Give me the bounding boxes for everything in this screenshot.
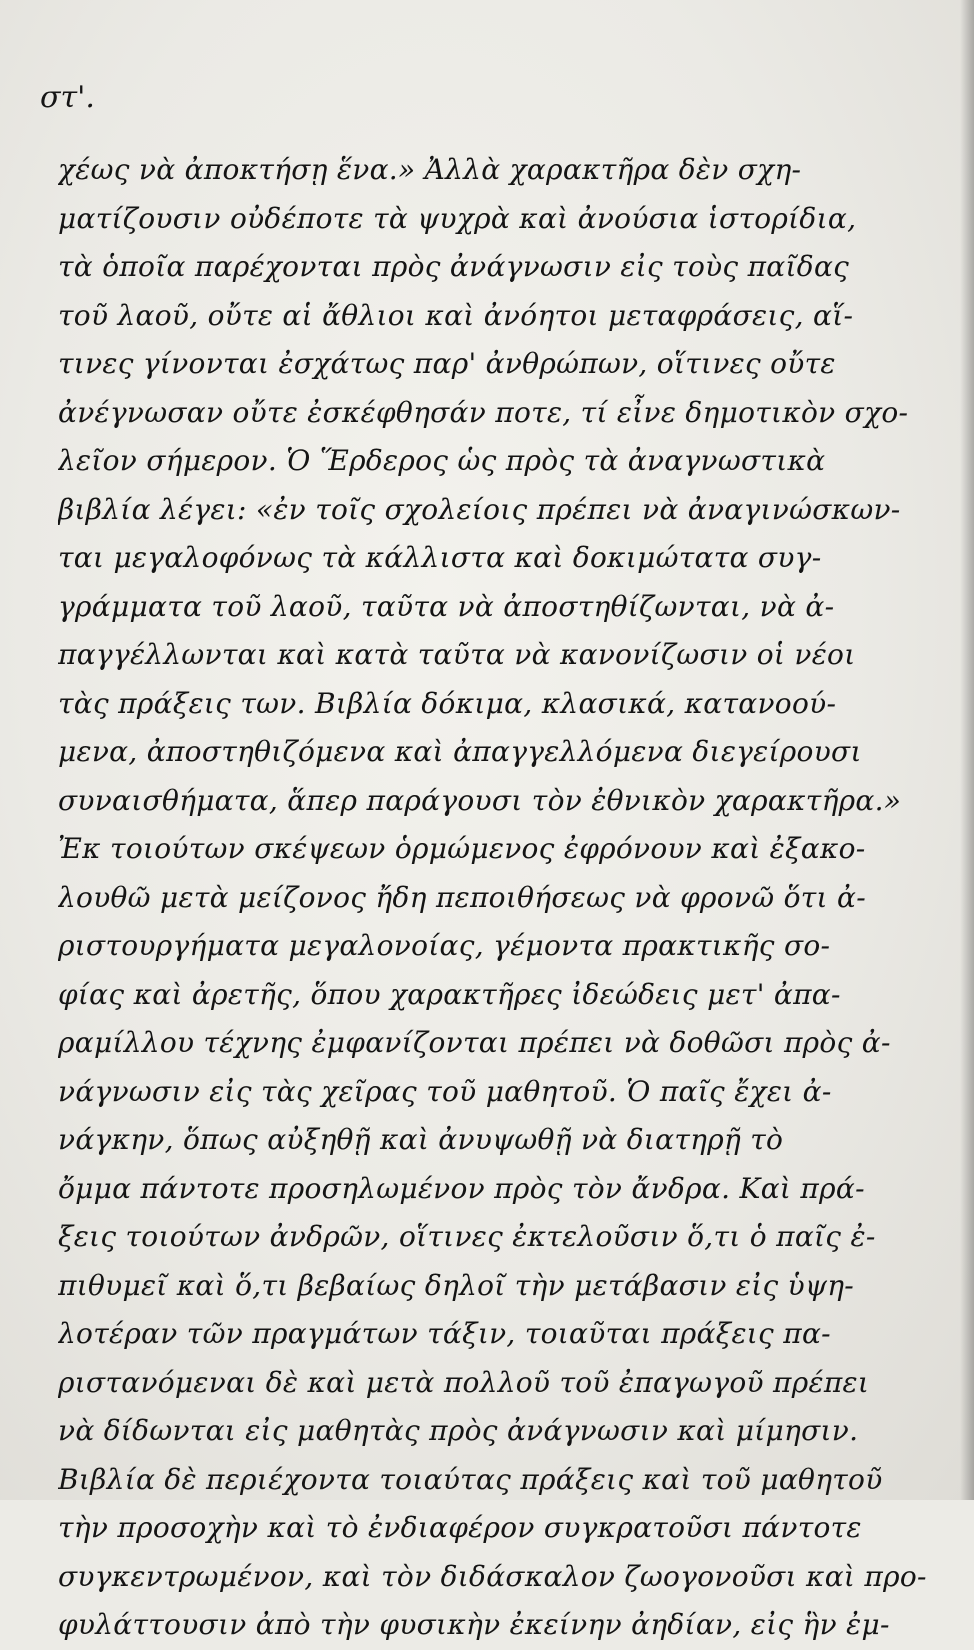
text-line: νάγνωσιν εἰς τὰς χεῖρας τοῦ μαθητοῦ. Ὁ παῖς ἔχει ἀ- [58,1074,832,1108]
page-number: στ'. [40,80,95,115]
text-line: φίας καὶ ἀρετῆς, ὅπου χαρακτῆρες ἰδεώδεις μετ' ἀπα- [58,977,841,1011]
text-line: νάγκην, ὅπως αὐξηθῇ καὶ ἀνυψωθῇ νὰ διατηρῇ τὸ [58,1123,784,1156]
text-line: τὰ ὁποῖα παρέχονται πρὸς ἀνάγνωσιν εἰς τοὺς παῖδας [58,250,850,283]
text-line: συναισθήματα, ἅπερ παράγουσι τὸν ἐθνικὸν χαρακτῆρα.» [58,783,902,817]
text-line: τὰς πράξεις των. Βιβλία δόκιμα, κλασικά, κατανοού- [58,686,837,720]
text-line: νὰ δίδωνται εἰς μαθητὰς πρὸς ἀνάγνωσιν καὶ μίμησιν. [58,1414,859,1447]
text-line: φυλάττουσιν ἀπὸ τὴν φυσικὴν ἐκείνην ἀηδίαν, εἰς ἣν ἐμ- [58,1608,890,1641]
text-line: Ἐκ τοιούτων σκέψεων ὁρμώμενος ἐφρόνουν καὶ ἐξακο- [58,832,866,865]
text-line: συγκεντρωμένον, καὶ τὸν διδάσκαλον ζωογονοῦσι καὶ προ- [58,1559,927,1593]
text-line: τοῦ λαοῦ, οὔτε αἱ ἄθλιοι καὶ ἀνόητοι μεταφράσεις, αἵ- [58,298,854,332]
text-line: βιβλία λέγει: «ἐν τοῖς σχολείοις πρέπει νὰ ἀναγινώσκων- [58,492,901,526]
text-line: ἀνέγνωσαν οὔτε ἐσκέφθησάν ποτε, τί εἶνε δημοτικὸν σχο- [58,395,909,429]
text-line: ται μεγαλοφόνως τὰ κάλλιστα καὶ δοκιμώτατα συγ- [58,541,822,574]
text-line: μενα, ἀποστηθιζόμενα καὶ ἀπαγγελλόμενα διεγείρουσι [58,735,862,768]
text-line: ὄμμα πάντοτε προσηλωμένον πρὸς τὸν ἄνδρα. Καὶ πρά- [58,1171,865,1205]
text-line: τὴν προσοχὴν καὶ τὸ ἐνδιαφέρον συγκρατοῦσι πάντοτε [58,1511,862,1544]
page-edge-shadow [960,0,974,1500]
text-line: λουθῶ μετὰ μείζονος ἤδη πεποιθήσεως νὰ φρονῶ ὅτι ἀ- [58,880,866,914]
text-line: λοτέραν τῶν πραγμάτων τάξιν, τοιαῦται πράξεις πα- [58,1317,831,1350]
text-line: ματίζουσιν οὐδέποτε τὰ ψυχρὰ καὶ ἀνούσια ἱστορίδια, [58,201,857,235]
text-line: ξεις τοιούτων ἀνδρῶν, οἵτινες ἐκτελοῦσιν ὅ,τι ὁ παῖς ἐ- [58,1220,876,1253]
text-line: πιθυμεῖ καὶ ὅ,τι βεβαίως δηλοῖ τὴν μετάβασιν εἰς ὑψη- [58,1268,855,1302]
text-line: παγγέλλωνται καὶ κατὰ ταῦτα νὰ κανονίζωσιν οἱ νέοι [58,638,856,671]
text-line: ριστανόμεναι δὲ καὶ μετὰ πολλοῦ τοῦ ἐπαγωγοῦ πρέπει [58,1365,870,1399]
text-line: λεῖον σήμερον. Ὁ Ἕρδερος ὡς πρὸς τὰ ἀναγνωστικὰ [58,444,826,477]
text-line: Βιβλία δὲ περιέχοντα τοιαύτας πράξεις καὶ τοῦ μαθητοῦ [58,1462,883,1496]
text-line: τινες γίνονται ἐσχάτως παρ' ἀνθρώπων, οἵτινες οὔτε [58,347,836,380]
text-line: ριστουργήματα μεγαλονοίας, γέμοντα πρακτικῆς σο- [58,929,831,962]
text-line: ραμίλλου τέχνης ἐμφανίζονται πρέπει νὰ δοθῶσι πρὸς ἀ- [58,1026,891,1059]
text-line: γράμματα τοῦ λαοῦ, ταῦτα νὰ ἀποστηθίζωνται, νὰ ἀ- [58,589,835,623]
text-line: χέως νὰ ἀποκτήσῃ ἕνα.» Ἀλλὰ χαρακτῆρα δὲν σχη- [58,153,802,186]
body-text [58,146,938,1650]
